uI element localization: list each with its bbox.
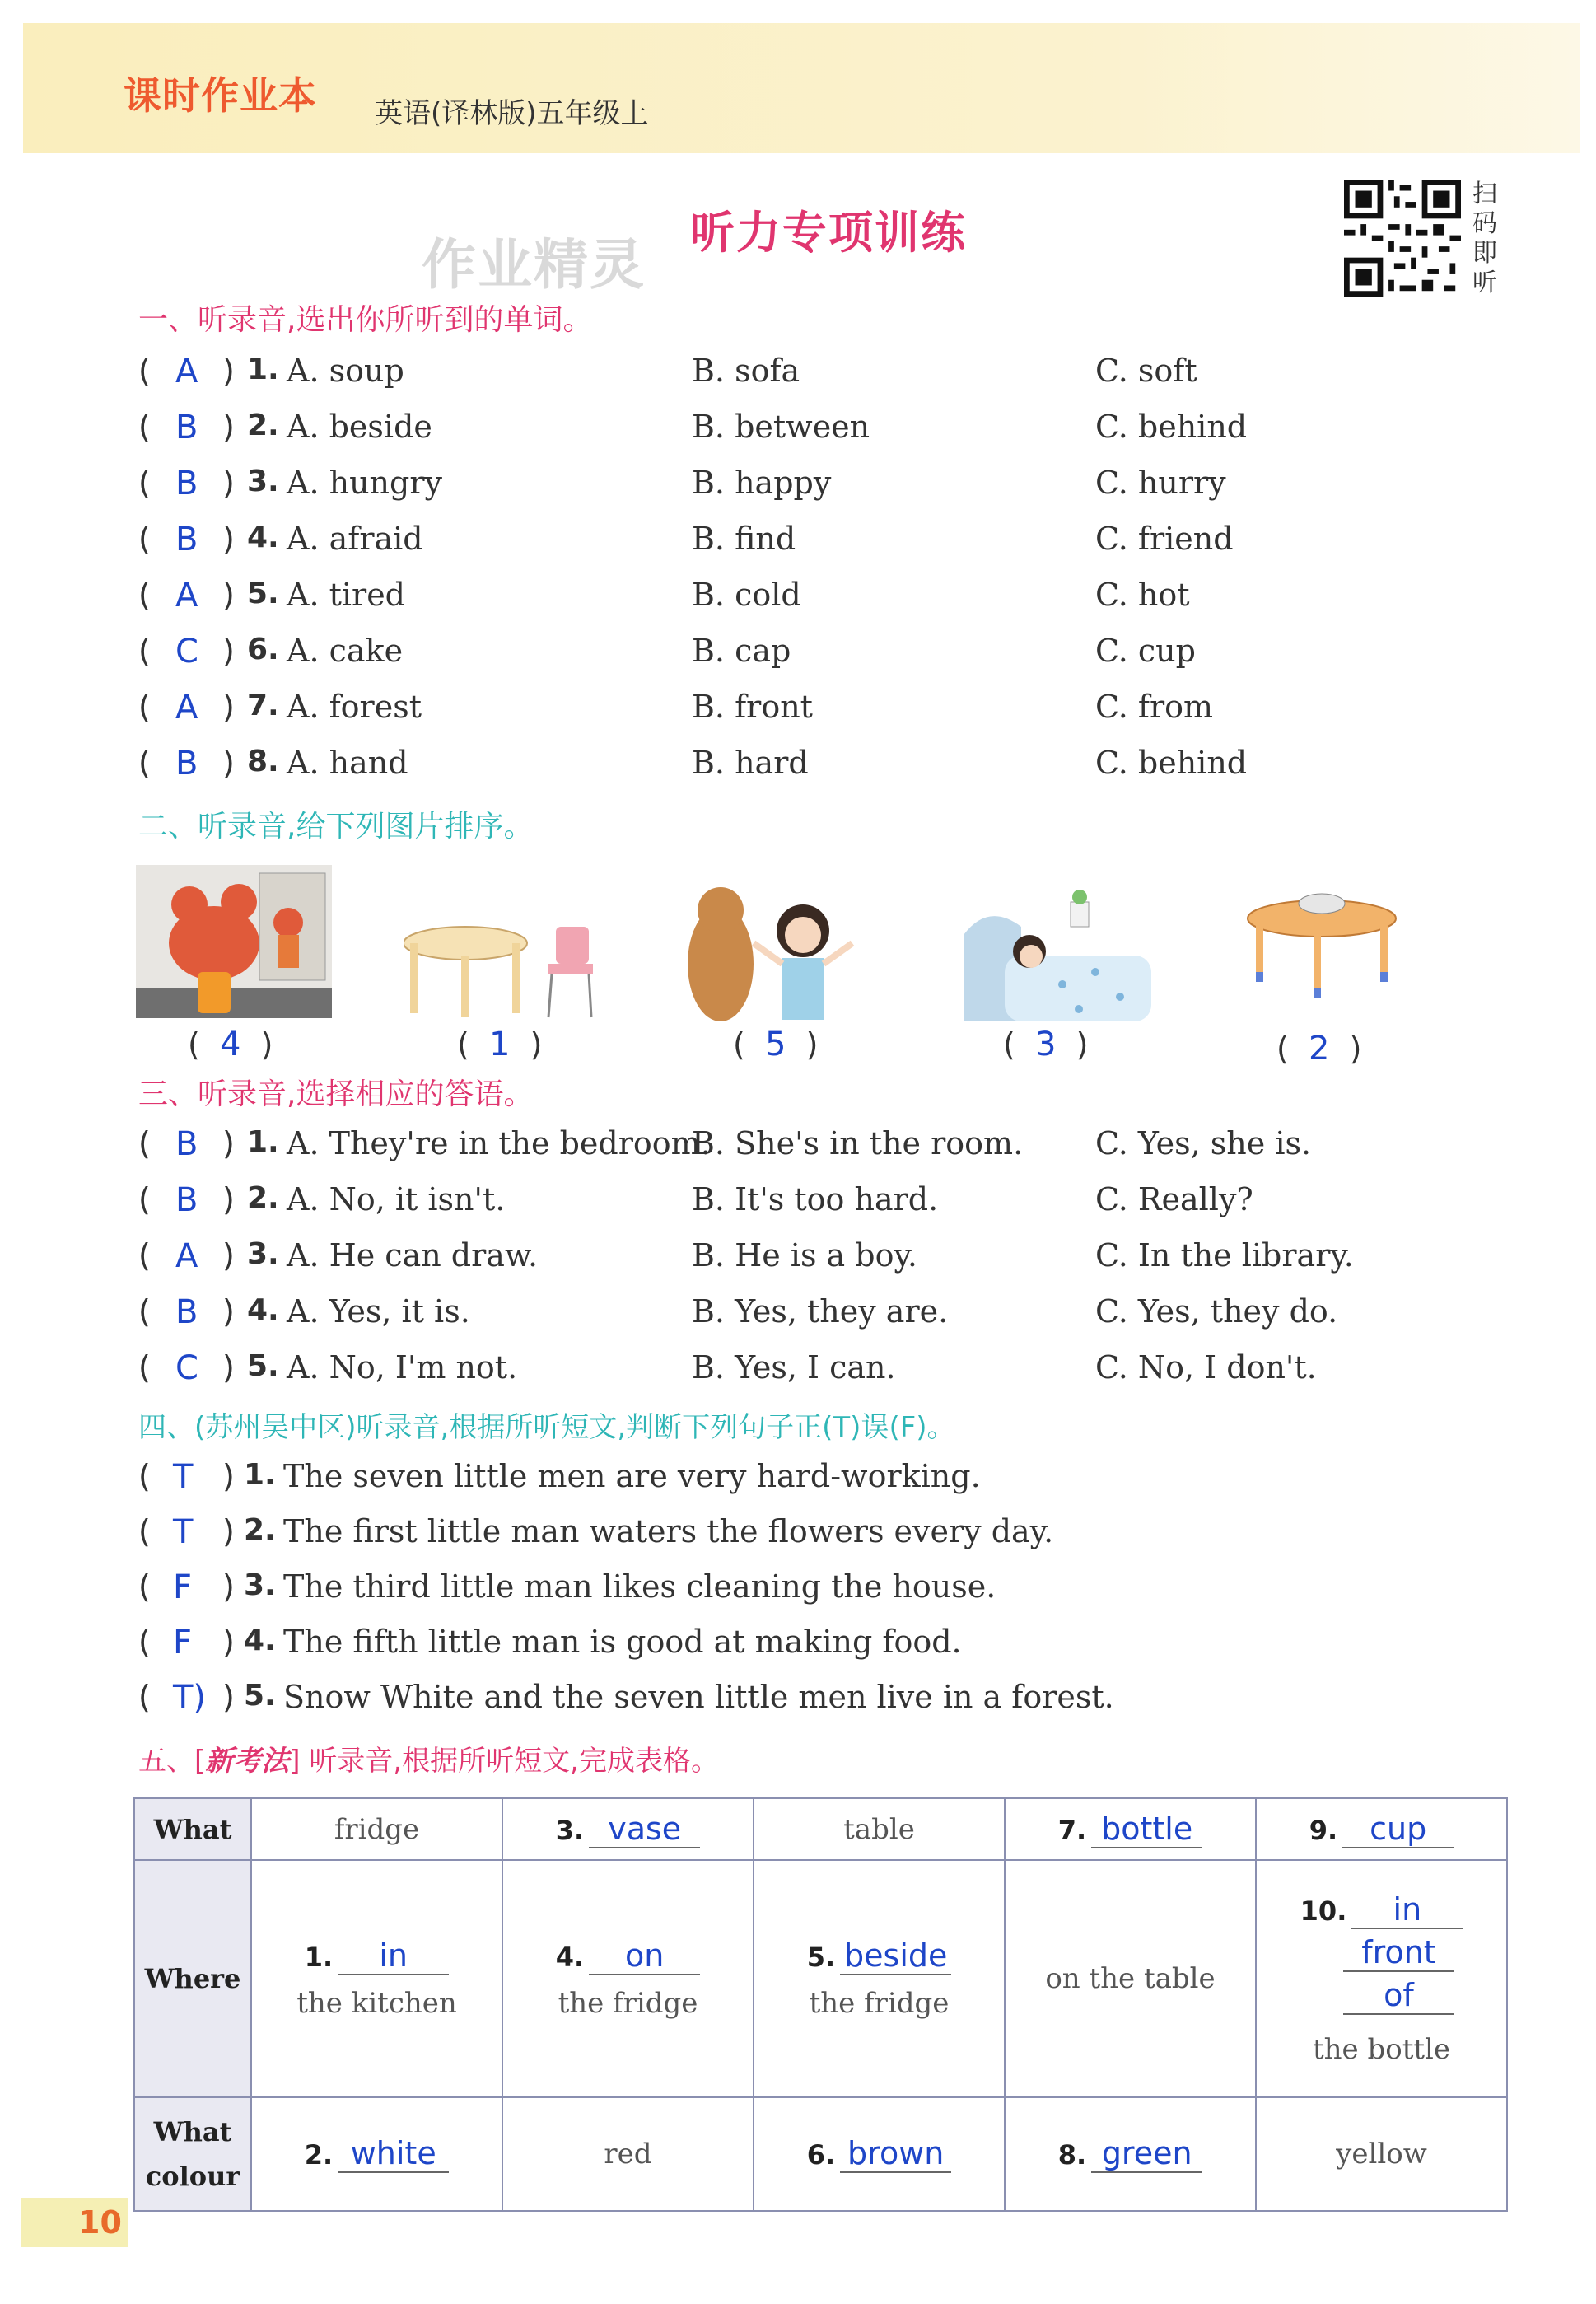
blank-number: 4. <box>555 1942 585 1973</box>
question-row <box>138 1513 1456 1558</box>
row-header-where: Where <box>134 1860 251 2097</box>
option-b: B. cap <box>692 633 791 669</box>
option-b: B. She's in the room. <box>692 1125 1024 1161</box>
paren-open: ( <box>138 633 151 669</box>
question-row <box>138 353 1456 397</box>
question-row <box>138 633 1456 677</box>
option-a: A. forest <box>287 689 422 725</box>
paren-close: ) <box>222 689 235 725</box>
option-b: B. cold <box>692 577 801 613</box>
paren-open: ( <box>138 689 151 725</box>
where-cell-3 <box>754 1860 1005 2097</box>
what-cell-5 <box>1256 1798 1507 1860</box>
question-number: 3. <box>247 465 279 498</box>
what-cell-4 <box>1005 1798 1256 1860</box>
paren-open: ( <box>138 1513 151 1549</box>
answer: C <box>175 633 198 671</box>
statement-text: The first little man waters the flowers every day. <box>283 1513 1054 1549</box>
question-number: 1. <box>247 353 279 386</box>
answer: A <box>175 577 198 615</box>
question-number: 5. <box>244 1679 276 1713</box>
paren-close: ) <box>222 409 235 445</box>
paren-close: ) <box>222 745 235 781</box>
answer-blank[interactable]: in <box>1351 1891 1463 1929</box>
option-c: C. In the library. <box>1095 1237 1354 1274</box>
question-row <box>138 1624 1456 1668</box>
option-a: A. cake <box>287 633 404 669</box>
mouse-at-fridge-picture <box>136 865 332 1018</box>
option-a: A. soup <box>287 353 404 389</box>
section4-heading: 四、(苏州吴中区)听录音,根据所听短文,判断下列句子正(T)误(F)。 <box>138 1411 955 1444</box>
option-a: A. No, it isn't. <box>287 1181 506 1217</box>
picture-order-5: ( 2 ) <box>1276 1030 1362 1068</box>
section3-heading: 三、听录音,选择相应的答语。 <box>138 1077 534 1111</box>
blank-number: 3. <box>555 1814 585 1846</box>
paren-close: ) <box>222 1568 235 1605</box>
picture-order-4: ( 3 ) <box>1003 1026 1089 1063</box>
option-b: B. He is a boy. <box>692 1237 917 1274</box>
question-row <box>138 465 1456 509</box>
qr-caption <box>1472 180 1497 298</box>
question-row <box>138 577 1456 621</box>
qr-caption-char: 码 <box>1472 209 1497 238</box>
answer: B <box>175 1125 198 1163</box>
option-a: A. tired <box>287 577 406 613</box>
paren-open: ( <box>138 1679 151 1715</box>
answer: T <box>173 1458 194 1496</box>
answer: A <box>175 689 198 727</box>
question-row <box>138 745 1456 789</box>
answer-blank[interactable]: on <box>589 1937 700 1975</box>
question-number: 4. <box>244 1624 276 1657</box>
what-cell-3: table <box>754 1798 1005 1860</box>
question-row <box>138 1237 1456 1282</box>
paren-close: ) <box>222 1293 235 1330</box>
option-b: B. find <box>692 521 796 557</box>
order-answer: 1 <box>488 1026 511 1063</box>
option-a: A. hungry <box>287 465 442 501</box>
book-subject: 英语(译林版)五年级上 <box>375 97 649 130</box>
blank-number: 1. <box>304 1942 334 1973</box>
statement-text: The fifth little man is good at making food. <box>283 1624 962 1660</box>
question-row <box>138 521 1456 565</box>
paren-close: ) <box>222 465 235 501</box>
statement-text: Snow White and the seven little men live in a forest. <box>283 1679 1114 1715</box>
question-number: 5. <box>247 577 279 610</box>
option-b: B. It's too hard. <box>692 1181 939 1217</box>
option-c: C. No, I don't. <box>1095 1349 1317 1386</box>
paren-close: ) <box>222 1181 235 1217</box>
answer-blank[interactable]: cup <box>1342 1811 1454 1848</box>
answer: B <box>175 1181 198 1219</box>
paren-open: ( <box>138 465 151 501</box>
question-number: 2. <box>247 1181 279 1215</box>
order-answer: 3 <box>1034 1026 1057 1063</box>
colour-cell-4 <box>1005 2097 1256 2211</box>
answer: T <box>173 1513 194 1551</box>
paren-close: ) <box>222 521 235 557</box>
qr-caption-char: 听 <box>1472 269 1497 297</box>
option-c: C. from <box>1095 689 1214 725</box>
answer-blank[interactable]: in <box>338 1937 449 1975</box>
paren-open: ( <box>138 1237 151 1274</box>
bear-and-girl-picture <box>684 886 861 1021</box>
blank-number: 8. <box>1057 2139 1087 2171</box>
question-row <box>138 409 1456 453</box>
paren-close: ) <box>222 1458 235 1494</box>
answer-blank[interactable]: beside <box>840 1937 951 1975</box>
watermark: 作业精灵 <box>422 233 646 297</box>
paren-close: ) <box>222 353 235 389</box>
option-a: A. He can draw. <box>287 1237 539 1274</box>
question-number: 8. <box>247 745 279 778</box>
question-number: 2. <box>247 409 279 442</box>
option-a: A. beside <box>287 409 432 445</box>
paren-open: ( <box>138 1568 151 1605</box>
question-row <box>138 1125 1456 1170</box>
new-method-tag: 新考法 <box>205 1745 290 1778</box>
question-row <box>138 1568 1456 1613</box>
paren-open: ( <box>138 1349 151 1386</box>
blank-number: 2. <box>304 2139 334 2171</box>
blank-number: 10. <box>1300 1895 1347 1927</box>
page-title: 听力专项训练 <box>690 207 967 259</box>
paren-close: ) <box>222 1679 235 1715</box>
answer: B <box>175 521 198 558</box>
where-rest-text: the fridge <box>558 1987 698 2020</box>
page-number: 10 <box>21 2198 128 2247</box>
option-b: B. between <box>692 409 870 445</box>
where-cell-4: on the table <box>1005 1860 1256 2097</box>
what-cell-1: fridge <box>251 1798 502 1860</box>
paren-open: ( <box>138 1458 151 1494</box>
option-a: A. They're in the bedroom. <box>287 1125 711 1161</box>
paren-close: ) <box>222 577 235 613</box>
qr-caption-char: 即 <box>1472 239 1497 268</box>
answer-blank[interactable]: bottle <box>1091 1811 1202 1848</box>
paren-open: ( <box>138 1293 151 1330</box>
question-number: 5. <box>247 1349 279 1383</box>
question-number: 1. <box>244 1458 276 1492</box>
question-row <box>138 689 1456 733</box>
question-number: 3. <box>244 1568 276 1602</box>
option-a: A. No, I'm not. <box>287 1349 518 1386</box>
where-cell-5 <box>1256 1860 1507 2097</box>
what-cell-2 <box>502 1798 754 1860</box>
answer-blank[interactable]: green <box>1091 2135 1202 2173</box>
heading-part: ] 听录音,根据所听短文,完成表格。 <box>289 1745 719 1778</box>
colour-cell-2: red <box>502 2097 754 2211</box>
question-row <box>138 1349 1456 1394</box>
answer: F <box>173 1568 193 1606</box>
where-rest-text: the kitchen <box>296 1987 457 2020</box>
blank-number: 7. <box>1057 1814 1087 1846</box>
answer-blank[interactable]: of <box>1343 1977 1454 2015</box>
answer: A <box>175 353 198 390</box>
option-c: C. Really? <box>1095 1181 1253 1217</box>
option-b: B. sofa <box>692 353 800 389</box>
option-b: B. Yes, they are. <box>692 1293 949 1330</box>
option-a: A. afraid <box>287 521 423 557</box>
paren-open: ( <box>138 353 151 389</box>
colour-cell-3 <box>754 2097 1005 2211</box>
option-c: C. friend <box>1095 521 1234 557</box>
option-c: C. soft <box>1095 353 1197 389</box>
statement-text: The seven little men are very hard-working. <box>283 1458 981 1494</box>
where-rest-text: the fridge <box>809 1987 950 2020</box>
order-answer: 2 <box>1308 1030 1330 1068</box>
question-number: 3. <box>247 1237 279 1271</box>
answer-blank[interactable]: brown <box>840 2135 951 2173</box>
answer: B <box>175 1293 198 1331</box>
section5-heading <box>138 1738 719 1778</box>
question-number: 7. <box>247 689 279 722</box>
paren-close: ) <box>222 1237 235 1274</box>
answer-blank[interactable]: white <box>338 2135 449 2173</box>
colour-cell-1 <box>251 2097 502 2211</box>
question-row <box>138 1293 1456 1338</box>
qr-caption-char: 扫 <box>1472 180 1497 208</box>
paren-open: ( <box>138 745 151 781</box>
question-row <box>138 1458 1456 1503</box>
question-number: 4. <box>247 1293 279 1327</box>
question-number: 4. <box>247 521 279 554</box>
blank-number: 9. <box>1309 1814 1338 1846</box>
answer-blank[interactable]: front <box>1343 1934 1454 1972</box>
paren-close: ) <box>222 1513 235 1549</box>
section1-heading: 一、听录音,选出你所听到的单词。 <box>138 303 593 337</box>
where-cell-1 <box>251 1860 502 2097</box>
paren-open: ( <box>138 1125 151 1161</box>
where-rest-text: the bottle <box>1312 2033 1451 2066</box>
option-c: C. hot <box>1095 577 1190 613</box>
option-c: C. cup <box>1095 633 1196 669</box>
question-number: 2. <box>244 1513 276 1547</box>
answer: F <box>173 1624 193 1661</box>
option-c: C. behind <box>1095 409 1248 445</box>
blank-number: 5. <box>806 1942 836 1973</box>
answer-blank[interactable]: vase <box>589 1811 700 1848</box>
paren-open: ( <box>138 1624 151 1660</box>
listening-table <box>133 1797 1508 2212</box>
answer: B <box>175 465 198 502</box>
paren-open: ( <box>138 521 151 557</box>
option-b: B. happy <box>692 465 832 501</box>
answer: B <box>175 409 198 446</box>
paren-open: ( <box>138 409 151 445</box>
option-c: C. hurry <box>1095 465 1226 501</box>
answer: C <box>175 1349 198 1387</box>
option-a: A. hand <box>287 745 408 781</box>
picture-order-3: ( 5 ) <box>733 1026 819 1063</box>
option-c: C. Yes, she is. <box>1095 1125 1312 1161</box>
qr-code-icon <box>1344 180 1461 297</box>
heading-part: 五、[ <box>138 1745 206 1778</box>
section2-heading: 二、听录音,给下列图片排序。 <box>138 810 534 844</box>
paren-open: ( <box>138 577 151 613</box>
option-b: B. hard <box>692 745 809 781</box>
row-header-colour <box>134 2097 251 2211</box>
header-line: What <box>153 2116 232 2147</box>
question-number: 6. <box>247 633 279 666</box>
colour-cell-5: yellow <box>1256 2097 1507 2211</box>
blank-number: 6. <box>806 2139 836 2171</box>
answer: B <box>175 745 198 783</box>
paren-close: ) <box>222 1624 235 1660</box>
book-brand: 课时作业本 <box>124 73 317 118</box>
statement-text: The third little man likes cleaning the house. <box>283 1568 996 1605</box>
header-line: colour <box>145 2161 240 2192</box>
option-b: B. Yes, I can. <box>692 1349 896 1386</box>
paren-open: ( <box>138 1181 151 1217</box>
paren-close: ) <box>222 1349 235 1386</box>
option-a: A. Yes, it is. <box>287 1293 470 1330</box>
order-answer: 4 <box>219 1026 241 1063</box>
answer: T) <box>173 1679 207 1717</box>
paren-close: ) <box>222 1125 235 1161</box>
option-c: C. Yes, they do. <box>1095 1293 1338 1330</box>
option-c: C. behind <box>1095 745 1248 781</box>
sleeping-in-bed-picture <box>955 886 1153 1021</box>
picture-order-1: ( 4 ) <box>188 1026 273 1063</box>
order-answer: 5 <box>764 1026 786 1063</box>
answer: A <box>175 1237 198 1275</box>
picture-order-2: ( 1 ) <box>457 1026 543 1063</box>
question-row <box>138 1181 1456 1226</box>
row-header-what: What <box>134 1798 251 1860</box>
option-b: B. front <box>692 689 813 725</box>
table-with-bowl-picture <box>1244 886 1400 1001</box>
question-row <box>138 1679 1456 1723</box>
question-number: 1. <box>247 1125 279 1159</box>
table-and-chair-picture <box>404 918 601 1021</box>
where-cell-2 <box>502 1860 754 2097</box>
paren-close: ) <box>222 633 235 669</box>
